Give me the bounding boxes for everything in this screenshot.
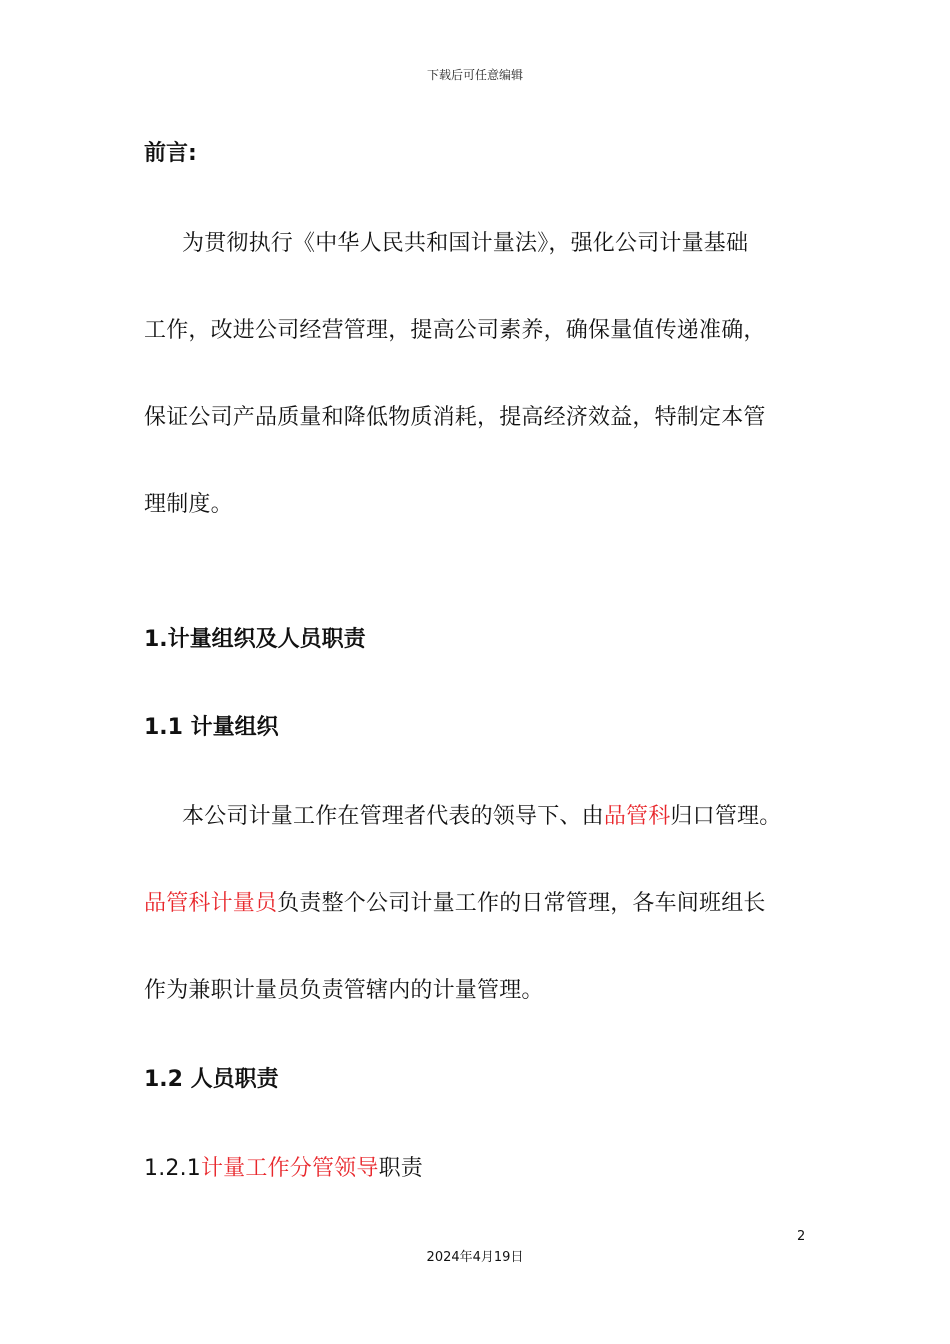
subsection-number: 1.2.1 [144, 1156, 201, 1181]
section-1-2-1-title [144, 1151, 423, 1182]
section-1-1-title: 1.1 计量组织 [144, 715, 279, 740]
footer-date: 2024年4月19日 [426, 1250, 524, 1265]
highlight-text: 品管科计量员 [144, 891, 278, 916]
preface-line-3: 保证公司产品质量和降低物质消耗，提高经济效益，特制定本管 [144, 405, 766, 430]
section-1-1-line-1 [182, 799, 781, 830]
section-1-2-title: 1.2 人员职责 [144, 1067, 279, 1092]
highlight-text: 品管科 [603, 804, 671, 829]
line-text: 本公司计量工作在管理者代表的领导下、由 [182, 804, 604, 829]
highlight-text: 计量工作分管领导 [200, 1156, 379, 1181]
section-1-1-line-3: 作为兼职计量员负责管辖内的计量管理。 [144, 978, 544, 1003]
preface-line-4: 理制度。 [144, 492, 233, 517]
section-1-1-line-2 [144, 886, 766, 917]
line-text: 负责整个公司计量工作的日常管理，各车间班组长 [277, 891, 766, 916]
preface-title: 前言: [144, 141, 197, 166]
page-header: 下载后可任意编辑 [426, 68, 523, 82]
page-number: 2 [797, 1229, 806, 1244]
preface-line-2: 工作，改进公司经营管理，提高公司素养，确保量值传递准确， [144, 318, 766, 343]
line-text: 归口管理。 [670, 804, 782, 829]
preface-line-1: 为贯彻执行《中华人民共和国计量法》，强化公司计量基础 [182, 231, 749, 256]
line-text: 职责 [378, 1156, 423, 1181]
section-1-title: 1.计量组织及人员职责 [144, 627, 366, 652]
